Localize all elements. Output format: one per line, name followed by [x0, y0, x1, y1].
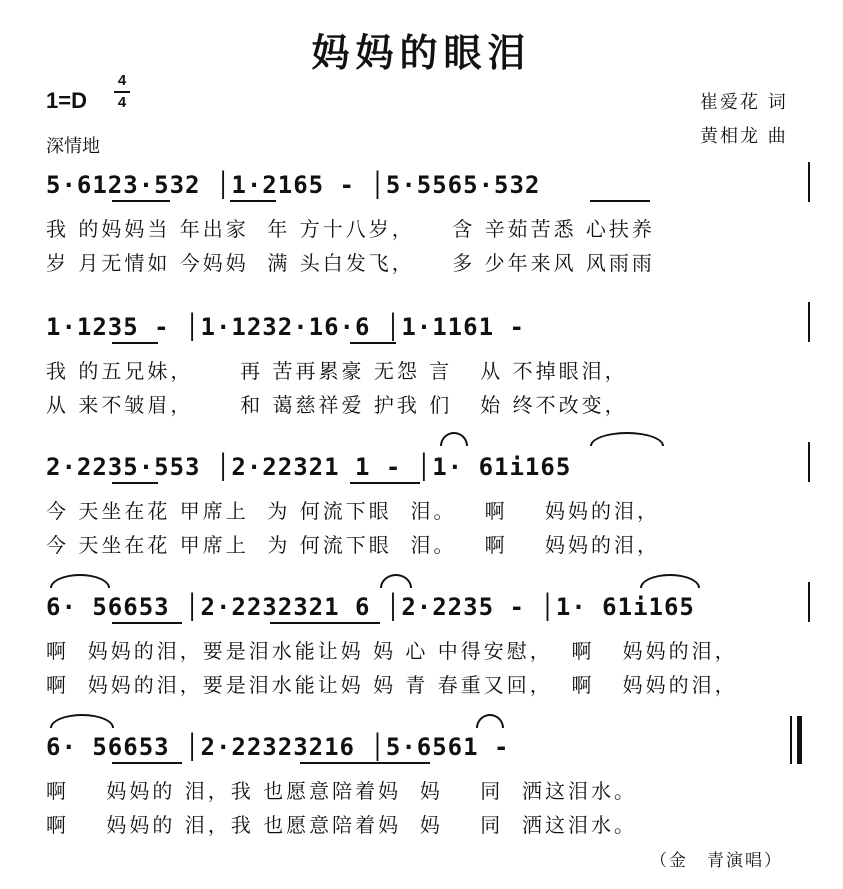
- beam: [350, 482, 420, 484]
- time-signature-bottom: 4: [117, 94, 127, 111]
- lyricist-credit: 崔爱花 词: [700, 92, 788, 113]
- lyric-line-3a: 今 天坐在花 甲席上 为 何流下眼 泪。 啊 妈妈的泪，: [46, 499, 661, 523]
- notation-line-5: 6· 56653 │2·22323216 │5·6561 -: [46, 733, 510, 761]
- tie-arc: [380, 574, 412, 588]
- barline: [808, 442, 810, 482]
- notation-line-2: 1·1235 - │1·1232·16·6 │1·1161 -: [46, 313, 525, 341]
- beam: [300, 762, 430, 764]
- beam: [112, 762, 182, 764]
- key-signature: 1=D: [46, 88, 87, 113]
- lyric-line-2b: 从 来不皱眉， 和 蔼慈祥爱 护我 们 始 终不改变，: [46, 393, 628, 417]
- notation-line-1: 5·6123·532 │1·2165 - │5·5565·532: [46, 171, 541, 199]
- lyric-line-2a: 我 的五兄妹， 再 苦再累豪 无怨 言 从 不掉眼泪，: [46, 359, 628, 383]
- barline: [808, 162, 810, 202]
- tie-arc: [476, 714, 504, 728]
- lyric-line-5b: 啊 妈妈的 泪，我 也愿意陪着妈 妈 同 洒这泪水。: [46, 813, 638, 837]
- tie-arc: [640, 574, 700, 588]
- composer-credit: 黄相龙 曲: [700, 126, 788, 147]
- lyric-line-1a: 我 的妈妈当 年出家 年 方十八岁， 含 辛茹苦悉 心扶养: [46, 217, 655, 241]
- beam: [112, 622, 182, 624]
- notation-line-4: 6· 56653 │2·2232321 6 │2·2235 - │1· 61i165: [46, 593, 695, 621]
- lyric-line-4a: 啊 妈妈的泪，要是泪水能让妈 妈 心 中得安慰， 啊 妈妈的泪，: [46, 639, 738, 663]
- barline: [808, 302, 810, 342]
- song-title: 妈妈的眼泪: [311, 31, 532, 75]
- beam: [350, 342, 396, 344]
- tie-arc: [590, 432, 664, 446]
- barline: [808, 582, 810, 622]
- tie-arc: [50, 574, 110, 588]
- beam: [112, 342, 158, 344]
- singer-credit: （金 青演唱）: [650, 851, 783, 871]
- lyric-line-1b: 岁 月无情如 今妈妈 满 头白发飞， 多 少年来风 风雨雨: [46, 251, 655, 275]
- tie-arc: [50, 714, 114, 728]
- beam: [590, 200, 650, 202]
- beam: [112, 200, 170, 202]
- tempo-marking: 深情地: [46, 136, 100, 157]
- time-signature-top: 4: [117, 72, 127, 89]
- beam: [270, 622, 380, 624]
- lyric-line-5a: 啊 妈妈的 泪，我 也愿意陪着妈 妈 同 洒这泪水。: [46, 779, 638, 803]
- beam: [230, 200, 276, 202]
- lyric-line-3b: 今 天坐在花 甲席上 为 何流下眼 泪。 啊 妈妈的泪，: [46, 533, 661, 557]
- final-barline-thick: [797, 716, 802, 764]
- tie-arc: [440, 432, 468, 446]
- final-barline-thin: [790, 716, 792, 764]
- notation-line-3: 2·2235·553 │2·22321 1 - │1· 61i165: [46, 453, 572, 481]
- lyric-line-4b: 啊 妈妈的泪，要是泪水能让妈 妈 青 春重又回， 啊 妈妈的泪，: [46, 673, 738, 697]
- beam: [112, 482, 158, 484]
- time-signature-bar: [114, 91, 130, 93]
- time-signature: [114, 72, 130, 112]
